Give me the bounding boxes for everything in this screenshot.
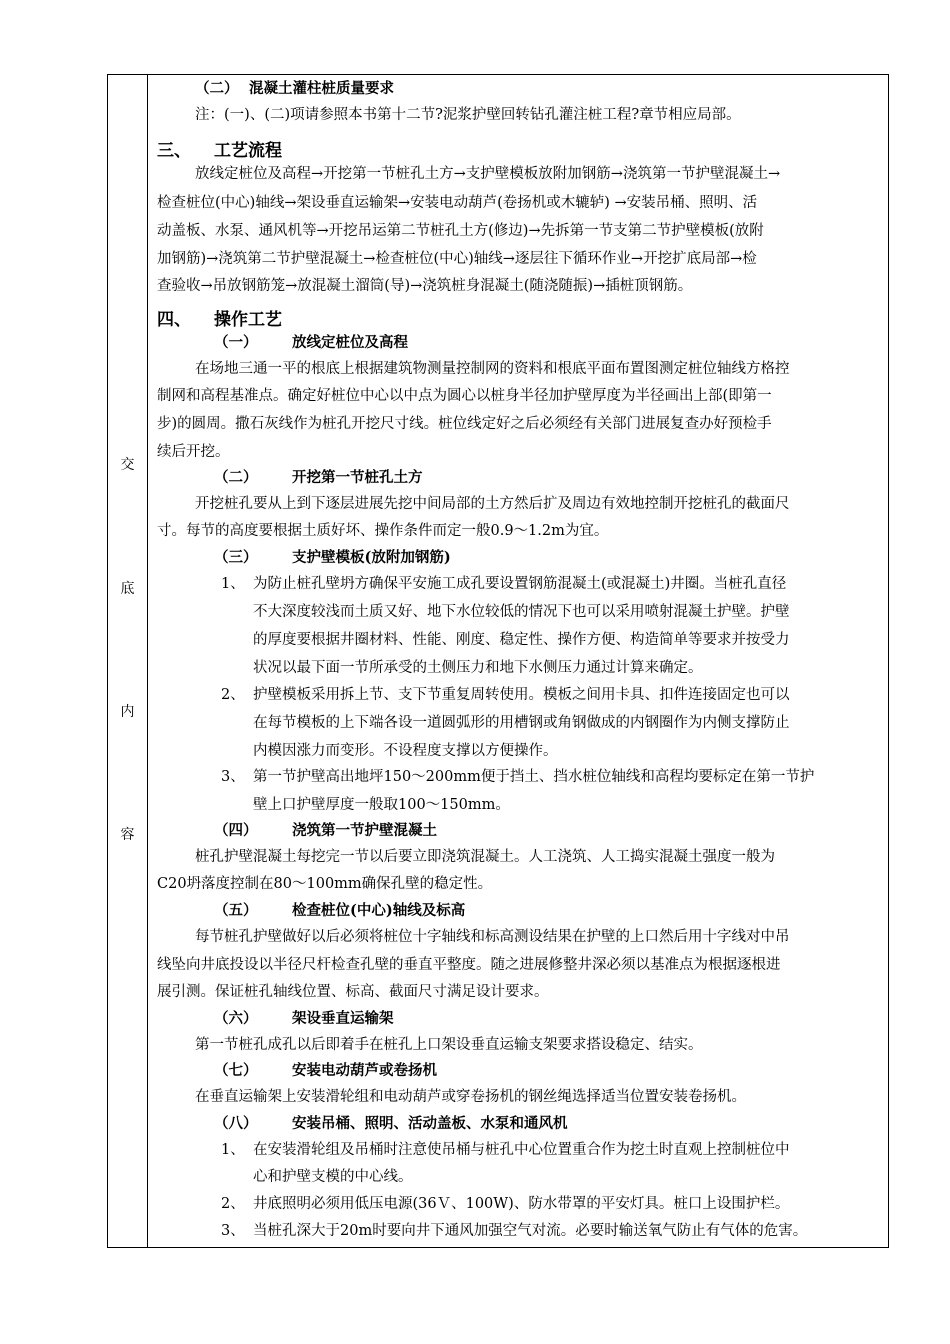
- paragraph-line: 制网和高程基准点。确定好桩位中心以中点为圆心以桩身半径加护壁厚度为半径画出上部(即第一: [157, 388, 772, 404]
- list-item-line: 第一节护壁高出地坪150～200mm便于挡土、挡水桩位轴线和高程均要标定在第一节护: [253, 769, 815, 785]
- side-label-char-1: 交: [120, 457, 135, 473]
- paragraph-line: 查验收→吊放钢筋笼→放混凝土溜筒(导)→浇筑桩身混凝土(随浇随振)→插桩顶钢筋。: [157, 278, 693, 294]
- sub-heading-number: （三）: [214, 549, 258, 566]
- section-4-title: 操作工艺: [214, 310, 282, 330]
- sub-heading-title: 开挖第一节桩孔土方: [292, 469, 423, 486]
- list-item-line: 内模因涨力而变形。不设程度支撑以方便操作。: [253, 743, 558, 759]
- sub-heading-title: 安装吊桶、照明、活动盖板、水泵和通风机: [292, 1115, 568, 1132]
- list-item-line: 壁上口护壁厚度一般取100～150mm。: [253, 797, 510, 813]
- side-label-char-3: 内: [120, 704, 135, 720]
- sub-heading-title: 检查桩位(中心)轴线及标高: [292, 902, 466, 919]
- paragraph-line: 步)的圆周。撒石灰线作为桩孔开挖尺寸线。桩位线定好之后必须经有关部门进展复查办好预检手: [157, 416, 772, 432]
- paragraph-line: 在场地三通一平的根底上根据建筑物测量控制网的资料和根底平面布置图测定桩位轴线方格控: [195, 361, 790, 377]
- list-item-line: 的厚度要根据井圈材料、性能、刚度、稳定性、操作方便、构造简单等要求并按受力: [253, 632, 790, 648]
- sub-heading-number: （六）: [214, 1010, 258, 1027]
- sub-heading-number: （七）: [214, 1062, 258, 1079]
- list-item-line: 井底照明必须用低压电源(36Ｖ、100W)、防水带罩的平安灯具。桩口上设围护栏。: [253, 1196, 790, 1212]
- section-3-title: 工艺流程: [214, 141, 282, 161]
- list-item-line: 在每节模板的上下端各设一道圆弧形的用槽钢或角钢做成的内钢圈作为内侧支撑防止: [253, 715, 790, 731]
- list-item-line: 不大深度较浅而土质又好、地下水位较低的情况下也可以采用喷射混凝土护壁。护壁: [253, 604, 790, 620]
- paragraph-line: 桩孔护壁混凝土每挖完一节以后要立即浇筑混凝土。人工浇筑、人工捣实混凝土强度一般为: [195, 849, 775, 865]
- paragraph-line: 动盖板、水泵、通风机等→开挖吊运第二节桩孔土方(修边)→先拆第一节支第二节护壁模板(放附: [157, 223, 764, 239]
- list-item-line: 当桩孔深大于20m时要向井下通风加强空气对流。必要时输送氧气防止有气体的危害。: [253, 1223, 808, 1239]
- side-label-char-4: 容: [120, 827, 135, 843]
- section-4-number: 四、: [157, 310, 191, 330]
- sub-heading-title: 架设垂直运输架: [292, 1010, 394, 1027]
- sub-heading-title: 混凝土灌柱桩质量要求: [249, 80, 394, 97]
- sub-heading-number: （四）: [214, 822, 258, 839]
- sub-heading-title: 放线定桩位及高程: [292, 334, 408, 351]
- paragraph-line: 续后开挖。: [157, 444, 230, 460]
- note-text: 注：(一)、(二)项请参照本书第十二节?泥浆护壁回转钻孔灌注桩工程?章节相应局部。: [195, 107, 741, 123]
- list-number: 3、: [221, 769, 245, 785]
- sub-heading-number: （二）: [214, 469, 258, 486]
- list-number: 3、: [221, 1223, 245, 1239]
- list-item-line: 在安装滑轮组及吊桶时注意使吊桶与桩孔中心位置重合作为挖土时直观上控制桩位中: [253, 1142, 790, 1158]
- sub-heading-number: （二）: [195, 80, 239, 97]
- list-item-line: 护壁模板采用拆上节、支下节重复周转使用。模板之间用卡具、扣件连接固定也可以: [253, 687, 790, 703]
- paragraph-line: 寸。每节的高度要根据土质好坏、操作条件而定一般0.9～1.2m为宜。: [157, 523, 609, 539]
- list-number: 2、: [221, 687, 245, 703]
- paragraph-line: 每节桩孔护壁做好以后必须将桩位十字轴线和标高测设结果在护壁的上口然后用十字线对中吊: [195, 929, 790, 945]
- paragraph-line: C20坍落度控制在80～100mm确保孔壁的稳定性。: [157, 876, 493, 892]
- paragraph-line: 检查桩位(中心)轴线→架设垂直运输架→安装电动葫芦(卷扬机或木辘轳) →安装吊桶、照明、活: [157, 195, 758, 211]
- list-number: 1、: [221, 576, 245, 592]
- paragraph-line: 加钢筋)→浇筑第二节护壁混凝土→检查桩位(中心)轴线→逐层往下循环作业→开挖扩底局部→检: [157, 251, 757, 267]
- paragraph-line: 第一节桩孔成孔以后即着手在桩孔上口架设垂直运输支架要求搭设稳定、结实。: [195, 1037, 703, 1053]
- side-label-char-2: 底: [120, 581, 135, 597]
- paragraph-line: 开挖桩孔要从上到下逐层进展先挖中间局部的土方然后扩及周边有效地控制开挖桩孔的截面尺: [195, 496, 790, 512]
- list-item-line: 状况以最下面一节所承受的土侧压力和地下水侧压力通过计算来确定。: [253, 660, 703, 676]
- sub-heading-title: 浇筑第一节护壁混凝土: [292, 822, 437, 839]
- sub-heading-title: 安装电动葫芦或卷扬机: [292, 1062, 437, 1079]
- paragraph-line: 放线定桩位及高程→开挖第一节桩孔土方→支护壁模板放附加钢筋→浇筑第一节护壁混凝土→: [195, 166, 781, 182]
- list-number: 1、: [221, 1142, 245, 1158]
- sub-heading-number: （八）: [214, 1115, 258, 1132]
- paragraph-line: 线坠向井底投设以半径尺杆检查孔壁的垂直平整度。随之进展修整井深必须以基准点为根据逐根进: [157, 957, 781, 973]
- paragraph-line: 在垂直运输架上安装滑轮组和电动葫芦或穿卷扬机的钢丝绳选择适当位置安装卷扬机。: [195, 1089, 746, 1105]
- sub-heading-title: 支护壁模板(放附加钢筋): [292, 549, 451, 566]
- sub-heading-number: （五）: [214, 902, 258, 919]
- column-divider: [147, 74, 148, 1248]
- sub-heading-number: （一）: [214, 334, 258, 351]
- section-3-number: 三、: [157, 141, 191, 161]
- list-item-line: 心和护壁支模的中心线。: [253, 1169, 413, 1185]
- list-number: 2、: [221, 1196, 245, 1212]
- paragraph-line: 展引测。保证桩孔轴线位置、标高、截面尺寸满足设计要求。: [157, 984, 549, 1000]
- list-item-line: 为防止桩孔壁坍方确保平安施工成孔要设置钢筋混凝土(或混凝土)井圈。当桩孔直径: [253, 576, 787, 592]
